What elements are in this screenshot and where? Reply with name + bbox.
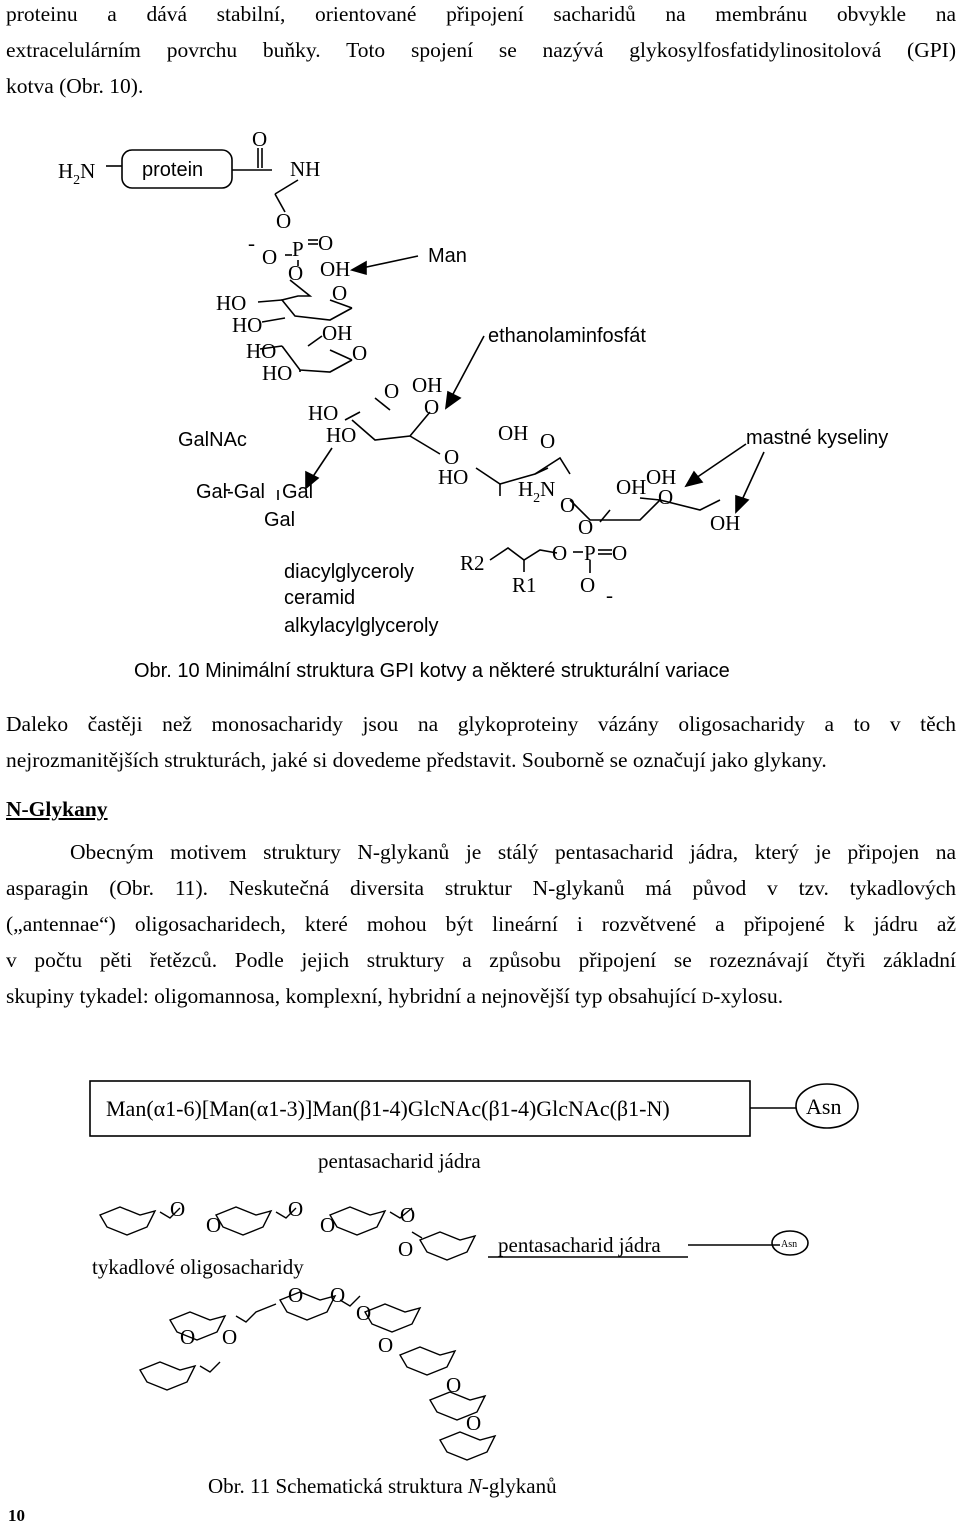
text-line: nejrozmanitějších strukturách, jaké si dovedeme představit. Souborně se označují jako glykany. bbox=[6, 748, 827, 772]
oxygen-label: O bbox=[444, 445, 460, 469]
hydroxyl-label: HO bbox=[232, 313, 263, 337]
caption-text: -glykanů bbox=[481, 1474, 557, 1498]
oxygen-label: O bbox=[332, 281, 348, 305]
hydroxyl-label: OH bbox=[412, 373, 443, 397]
figure-11-caption bbox=[208, 1474, 557, 1499]
oxygen-label: O bbox=[540, 429, 556, 453]
figure-10-gpi-anchor bbox=[0, 120, 960, 650]
n-glycans-paragraph bbox=[6, 834, 956, 1017]
diacylglyceroly-label: diacylglyceroly bbox=[284, 561, 415, 583]
section-heading: N-Glykany bbox=[6, 797, 108, 821]
oxygen-label: O bbox=[612, 541, 628, 565]
phosphorus-label: P bbox=[584, 541, 596, 565]
oxygen-label: O bbox=[400, 1203, 416, 1227]
galnac-label: GalNAc bbox=[178, 429, 247, 451]
figure-11-n-glycan bbox=[0, 1070, 960, 1480]
hydroxyl-label: OH bbox=[498, 421, 529, 445]
text-line: („antennae“) oligosacharidech, které mohou být lineární i rozvětvené a připojené k jádru až bbox=[6, 912, 956, 936]
oxygen-label: O bbox=[252, 127, 268, 151]
sugar-rings bbox=[100, 1207, 495, 1460]
mastne-kyseliny-label: mastné kyseliny bbox=[746, 427, 889, 449]
intro-paragraph bbox=[6, 0, 956, 104]
oxygen-label: O bbox=[276, 209, 292, 233]
phosphorus-label: P bbox=[292, 237, 304, 261]
h2n-label: $H_2N$ bbox=[58, 159, 96, 188]
oxygen-label: O bbox=[262, 245, 278, 269]
oxygen-label: O bbox=[578, 515, 594, 539]
oxygen-label: O bbox=[206, 1213, 222, 1237]
small-caps-d: D bbox=[701, 990, 714, 1007]
r2-label: R2 bbox=[460, 551, 485, 575]
oxygen-label: O bbox=[330, 1283, 346, 1307]
text-line bbox=[6, 978, 956, 1017]
hydroxyl-label: HO bbox=[246, 339, 277, 363]
glycans-paragraph bbox=[6, 706, 956, 778]
hydroxyl-label: HO bbox=[326, 423, 357, 447]
caption-italic: N bbox=[467, 1474, 482, 1498]
hydroxyl-label: HO bbox=[438, 465, 469, 489]
caption-text: Obr. 11 Schematická struktura bbox=[208, 1474, 468, 1498]
hydroxyl-label: OH bbox=[646, 465, 677, 489]
oxygen-label: O bbox=[180, 1325, 196, 1349]
man-label: Man bbox=[428, 245, 467, 267]
nh-label: NH bbox=[290, 157, 321, 181]
hydroxyl-label: OH bbox=[322, 321, 353, 345]
text-line: proteinu a dává stabilní, orientované připojení sacharidů na membránu obvykle na bbox=[6, 2, 956, 26]
alkylacylglyceroly-label: alkylacylglyceroly bbox=[284, 615, 439, 637]
oxygen-label: O bbox=[288, 1283, 304, 1307]
oxygen-label: O bbox=[384, 379, 400, 403]
protein-label: protein bbox=[142, 159, 204, 181]
asn-label: Asn bbox=[806, 1094, 842, 1119]
hydroxyl-label: HO bbox=[262, 361, 293, 385]
oxygen-label: O bbox=[318, 231, 334, 255]
text-line: Obecným motivem struktury N-glykanů je stálý pentasacharid jádra, který je připojen na bbox=[70, 840, 956, 864]
oxygen-label: O bbox=[356, 1301, 372, 1325]
oxygen-label: O bbox=[398, 1237, 414, 1261]
oxygen-label: O bbox=[222, 1325, 238, 1349]
ceramid-label: ceramid bbox=[284, 587, 356, 609]
r1-label: R1 bbox=[512, 573, 537, 597]
hydroxyl-label: OH bbox=[320, 257, 351, 281]
antennae-label: tykadlové oligosacharidy bbox=[92, 1255, 304, 1279]
text-line: Daleko častěji než monosacharidy jsou na glykoproteiny vázány oligosacharidy a to v těch bbox=[6, 712, 956, 736]
oxygen-label: O bbox=[320, 1213, 336, 1237]
text-line: v počtu pěti řetězců. Podle jejich struktury a způsobu připojení se rozeznávají čtyři základní bbox=[6, 948, 956, 972]
oxygen-label: O bbox=[560, 493, 576, 517]
text-line: kotva (Obr. 10). bbox=[6, 74, 144, 98]
oxygen-label: O bbox=[378, 1333, 394, 1357]
oxygen-label: O bbox=[352, 341, 368, 365]
page-number: 10 bbox=[8, 1506, 25, 1525]
ethanolaminfosfat-label: ethanolaminfosfát bbox=[488, 325, 646, 347]
core-label-2: pentasacharid jádra bbox=[498, 1233, 661, 1257]
text-line: asparagin (Obr. 11). Neskutečná diversita struktur N-glykanů má původ v tzv. tykadlových bbox=[6, 876, 956, 900]
text-line: extracelulárním povrchu buňky. Toto spojení se nazývá glykosylfosfatidylinositolová (GPI) bbox=[6, 38, 956, 62]
oxygen-label: O bbox=[466, 1411, 482, 1435]
h2n-label: $H_2N$ bbox=[518, 477, 556, 506]
oxygen-label: O bbox=[580, 573, 596, 597]
gal-label: Gal bbox=[282, 481, 314, 503]
charge-minus: - bbox=[606, 583, 613, 607]
figure-10-caption: Obr. 10 Minimální struktura GPI kotvy a některé strukturální variace bbox=[134, 660, 730, 682]
charge-minus: - bbox=[248, 231, 255, 255]
oxygen-label: O bbox=[658, 485, 674, 509]
text-span: -xylosu. bbox=[713, 984, 784, 1008]
oxygen-label: O bbox=[552, 541, 568, 565]
oxygen-label: O bbox=[288, 1197, 304, 1221]
asn-small-label: Asn bbox=[781, 1239, 798, 1250]
oxygen-label: O bbox=[424, 395, 440, 419]
core-label: pentasacharid jádra bbox=[318, 1149, 481, 1173]
oxygen-label: O bbox=[446, 1373, 462, 1397]
gal-gal-label: Gal-Gal bbox=[196, 481, 265, 503]
hydroxyl-label: HO bbox=[216, 291, 247, 315]
hydroxyl-label: HO bbox=[308, 401, 339, 425]
gal-label: Gal bbox=[264, 509, 296, 531]
oxygen-label: O bbox=[170, 1197, 186, 1221]
text-span: skupiny tykadel: oligomannosa, komplexní, hybridní a nejnovější typ obsahující bbox=[6, 984, 702, 1008]
oxygen-label: O bbox=[288, 261, 304, 285]
hydroxyl-label: OH bbox=[710, 511, 741, 535]
formula-text: Man(α1-6)[Man(α1-3)]Man(β1-4)GlcNAc(β1-4)GlcNAc(β1-N) bbox=[106, 1096, 670, 1121]
hydroxyl-label: OH bbox=[616, 475, 647, 499]
